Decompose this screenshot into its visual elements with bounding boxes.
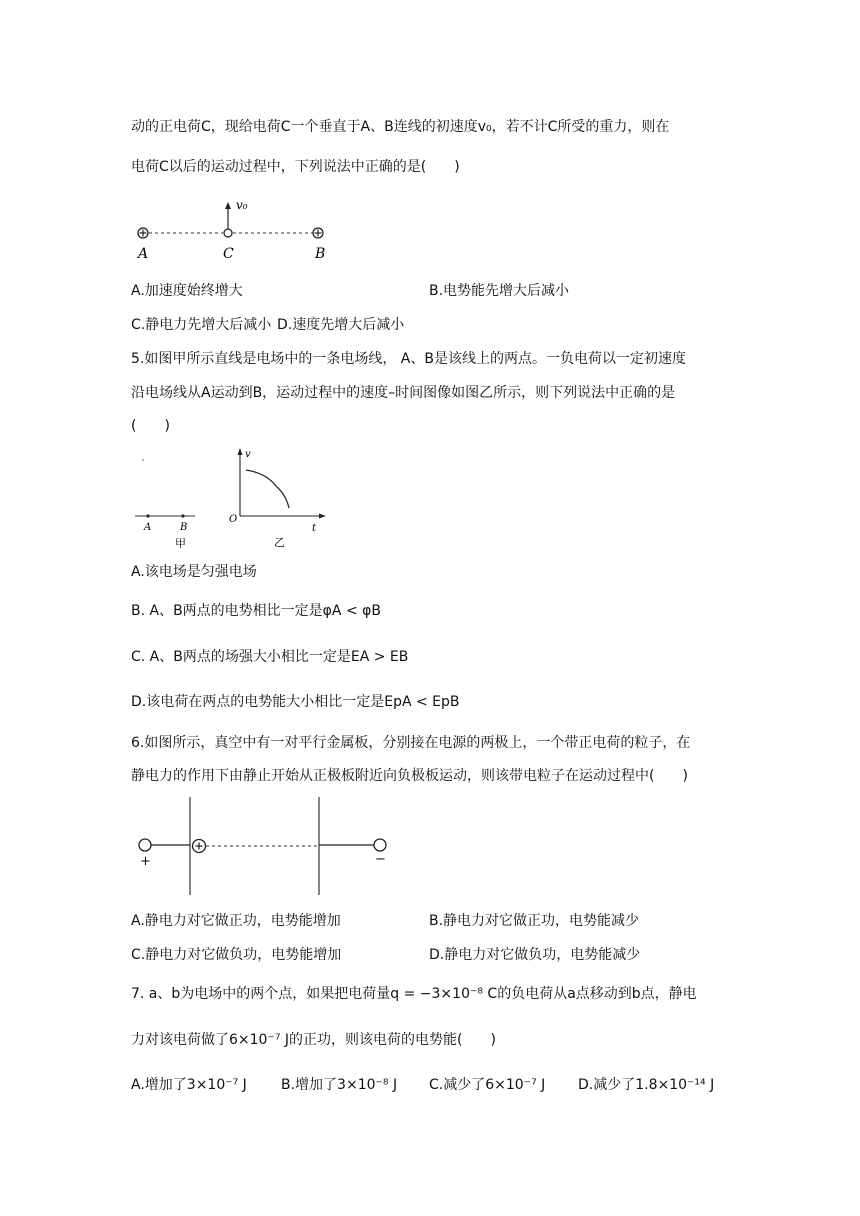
q5-option-a[interactable]: A.该电场是匀强电场 <box>131 564 257 580</box>
q6-option-b[interactable]: B.静电力对它做正功，电势能减少 <box>429 913 640 929</box>
q4-point-c: C <box>223 246 234 262</box>
q5-figure-jia <box>130 450 205 550</box>
q4-option-a[interactable]: A.加速度始终增大 <box>131 283 243 299</box>
q6-stem-line-1: 6.如图所示，真空中有一对平行金属板，分别接在电源的两极上，一个带正电荷的粒子，在 <box>131 735 691 751</box>
q6-plus-sign: + <box>140 854 151 869</box>
q5-option-d[interactable]: D.该电荷在两点的电势能大小相比一定是EpA < EpB <box>131 694 460 710</box>
q4-velocity-label: v₀ <box>236 198 248 212</box>
q7-option-b[interactable]: B.增加了3×10⁻⁸ J <box>281 1077 398 1093</box>
q4-option-d[interactable]: D.速度先增大后减小 <box>277 317 405 333</box>
q4-point-a: A <box>138 246 149 262</box>
q5-yi-origin: O <box>229 514 238 525</box>
q5-yi-y-label: v <box>245 449 251 460</box>
q4-stem-line-1: 动的正电荷C，现给电荷C一个垂直于A、B连线的初速度v₀，若不计C所受的重力，则在 <box>131 119 670 135</box>
q4-stem-line-2: 电荷C以后的运动过程中，下列说法中正确的是( ) <box>131 159 460 175</box>
q7-option-d[interactable]: D.减少了1.8×10⁻¹⁴ J <box>578 1077 715 1093</box>
q4-figure <box>130 195 340 265</box>
q4-point-b: B <box>315 246 326 262</box>
q5-jia-point-a: A <box>144 522 152 533</box>
q7-option-a[interactable]: A.增加了3×10⁻⁷ J <box>131 1077 247 1093</box>
q6-minus-sign: − <box>375 852 386 867</box>
q4-option-b[interactable]: B.电势能先增大后减小 <box>429 283 570 299</box>
q7-stem-line-2: 力对该电荷做了6×10⁻⁷ J的正功，则该电荷的电势能( ) <box>131 1032 496 1048</box>
q5-jia-caption: 甲 <box>175 537 186 550</box>
q6-option-c[interactable]: C.静电力对它做负功，电势能增加 <box>131 947 342 963</box>
q6-option-a[interactable]: A.静电力对它做正功，电势能增加 <box>131 913 341 929</box>
q6-stem-line-2: 静电力的作用下由静止开始从正极板附近向负极板运动，则该带电粒子在运动过程中( ) <box>131 768 688 784</box>
q5-jia-point-b: B <box>180 522 188 533</box>
q5-stem-line-1: 5.如图甲所示直线是电场中的一条电场线， A、B是该线上的两点。一负电荷以一定初速度 <box>131 351 686 367</box>
q4-option-c[interactable]: C.静电力先增大后减小 <box>131 317 272 333</box>
q5-figure-yi <box>226 443 331 550</box>
q5-stem-line-3: ( ) <box>131 418 170 434</box>
q5-option-b[interactable]: B. A、B两点的电势相比一定是φA < φB <box>131 603 381 619</box>
q5-stem-line-2: 沿电场线从A运动到B，运动过程中的速度–时间图像如图乙所示，则下列说法中正确的是 <box>131 385 676 401</box>
q5-option-c[interactable]: C. A、B两点的场强大小相比一定是EA > EB <box>131 649 409 665</box>
q6-figure <box>130 797 400 902</box>
q5-yi-x-label: t <box>312 523 317 534</box>
q6-option-d[interactable]: D.静电力对它做负功，电势能减少 <box>429 947 641 963</box>
q7-stem-line-1: 7. a、b为电场中的两个点，如果把电荷量q = −3×10⁻⁸ C的负电荷从a点移动到b点，静电 <box>131 986 697 1002</box>
q7-option-c[interactable]: C.减少了6×10⁻⁷ J <box>429 1077 546 1093</box>
q5-yi-caption: 乙 <box>274 536 285 549</box>
q5-vt-curve <box>246 470 289 508</box>
